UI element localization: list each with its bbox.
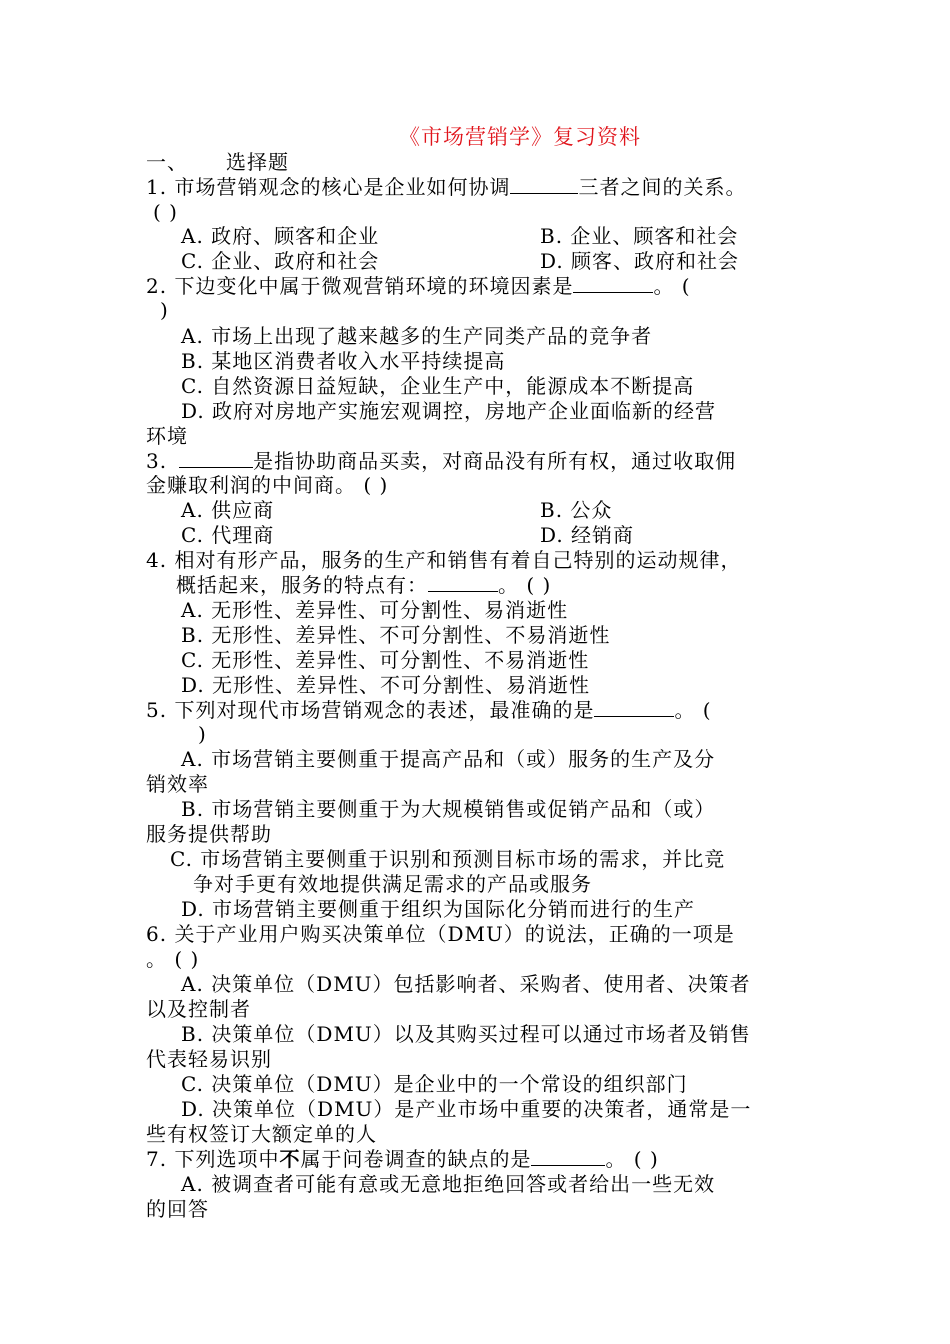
question-3: 3. 是指协助商品买卖，对商品没有所有权，通过收取佣 — [146, 449, 737, 473]
option-3b: B. 公众 — [540, 498, 613, 522]
option-5a-cont: 销效率 — [146, 772, 209, 796]
option-1c: C. 企业、政府和社会 — [181, 249, 380, 273]
section-heading: 一、 选择题 — [146, 150, 289, 174]
option-5d: D. 市场营销主要侧重于组织为国际化分销而进行的生产 — [181, 897, 696, 921]
document-title: 《市场营销学》复习资料 — [399, 125, 641, 149]
option-7a-cont: 的回答 — [146, 1197, 209, 1221]
question-3-cont: 金赚取利润的中间商。 ( ) — [146, 473, 389, 497]
option-5a: A. 市场营销主要侧重于提高产品和（或）服务的生产及分 — [181, 747, 716, 771]
question-6: 6. 关于产业用户购买决策单位（DMU）的说法，正确的一项是 — [146, 922, 735, 946]
question-4: 4. 相对有形产品，服务的生产和销售有着自己特别的运动规律， — [146, 548, 742, 572]
option-4b: B. 无形性、差异性、不可分割性、不易消逝性 — [181, 623, 611, 647]
option-4d: D. 无形性、差异性、不可分割性、易消逝性 — [181, 673, 591, 697]
option-1d: D. 顾客、政府和社会 — [540, 249, 740, 273]
option-4c: C. 无形性、差异性、可分割性、不易消逝性 — [181, 648, 590, 672]
option-6c: C. 决策单位（DMU）是企业中的一个常设的组织部门 — [181, 1072, 688, 1096]
question-2-paren: ) — [160, 298, 169, 322]
question-1: 1. 市场营销观念的核心是企业如何协调 三者之间的关系。 — [146, 175, 747, 199]
option-1a: A. 政府、顾客和企业 — [181, 224, 380, 248]
option-6b: B. 决策单位（DMU）以及其购买过程可以通过市场者及销售 — [181, 1022, 751, 1046]
question-7: 7. 下列选项中不属于问卷调查的缺点的是 。 ( ) — [146, 1147, 659, 1171]
option-5b-cont: 服务提供帮助 — [146, 822, 272, 846]
option-6d-cont: 些有权签订大额定单的人 — [146, 1122, 377, 1146]
option-2d: D. 政府对房地产实施宏观调控，房地产企业面临新的经营 — [181, 399, 717, 423]
option-5b: B. 市场营销主要侧重于为大规模销售或促销产品和（或） — [181, 797, 716, 821]
option-6a-cont: 以及控制者 — [146, 997, 251, 1021]
option-4a: A. 无形性、差异性、可分割性、易消逝性 — [181, 598, 569, 622]
question-5-paren: ) — [198, 722, 207, 746]
option-5c: C. 市场营销主要侧重于识别和预测目标市场的需求，并比竞 — [170, 847, 726, 871]
question-6-cont: 。 ( ) — [146, 947, 200, 971]
question-1-paren: ( ) — [153, 200, 178, 224]
option-6d: D. 决策单位（DMU）是产业市场中重要的决策者，通常是一 — [181, 1097, 752, 1121]
option-2b: B. 某地区消费者收入水平持续提高 — [181, 349, 506, 373]
option-3c: C. 代理商 — [181, 523, 275, 547]
option-1b: B. 企业、顾客和社会 — [540, 224, 739, 248]
option-5c-cont: 争对手更有效地提供满足需求的产品或服务 — [193, 872, 592, 896]
option-2c: C. 自然资源日益短缺，企业生产中，能源成本不断提高 — [181, 374, 695, 398]
option-6b-cont: 代表轻易识别 — [146, 1047, 272, 1071]
emphasis-not: 不 — [279, 1147, 301, 1171]
question-2: 2. 下边变化中属于微观营销环境的环境因素是 。 ( — [146, 274, 691, 298]
question-5: 5. 下列对现代市场营销观念的表述，最准确的是 。 ( — [146, 698, 712, 722]
option-7a: A. 被调查者可能有意或无意地拒绝回答或者给出一些无效 — [181, 1172, 716, 1196]
option-3a: A. 供应商 — [181, 498, 275, 522]
option-6a: A. 决策单位（DMU）包括影响者、采购者、使用者、决策者 — [181, 972, 751, 996]
question-4-cont: 概括起来，服务的特点有： 。 ( ) — [176, 573, 552, 597]
option-3d: D. 经销商 — [540, 523, 635, 547]
option-2d-cont: 环境 — [146, 424, 188, 448]
option-2a: A. 市场上出现了越来越多的生产同类产品的竞争者 — [181, 324, 653, 348]
